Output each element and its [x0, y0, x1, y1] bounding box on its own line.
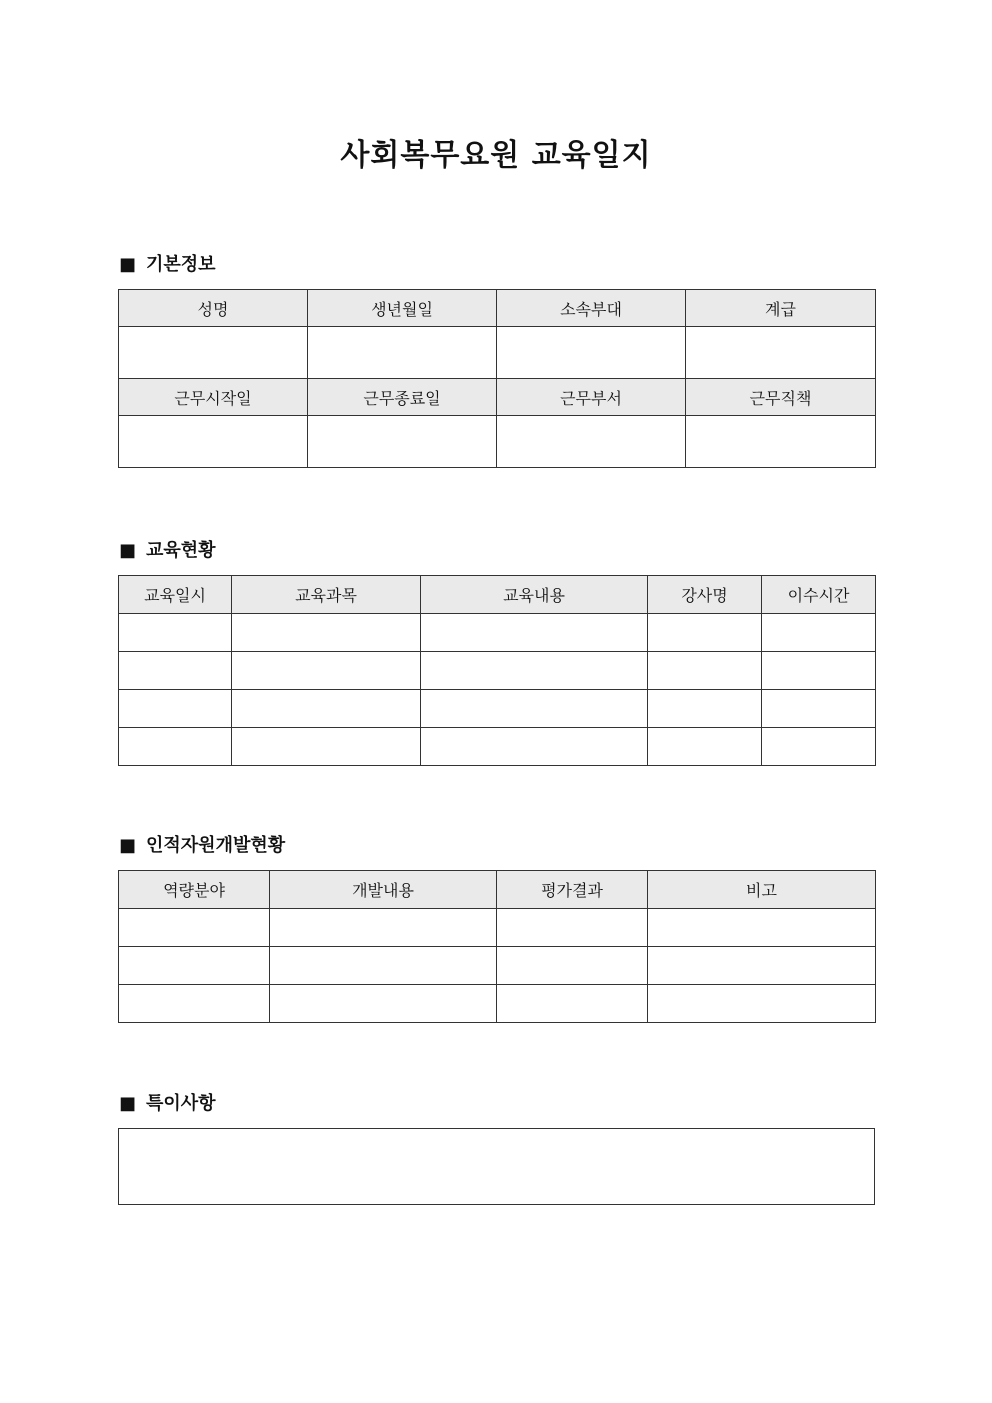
- section-heading-hr-development: [119, 834, 285, 858]
- start-date-field[interactable]: [119, 416, 308, 468]
- section-heading-education-status: [119, 539, 216, 563]
- table-cell[interactable]: [119, 909, 270, 947]
- table-cell[interactable]: [497, 909, 648, 947]
- table-cell[interactable]: [762, 614, 876, 652]
- table-cell[interactable]: [762, 690, 876, 728]
- table-row: [119, 690, 876, 728]
- rank-field[interactable]: [686, 327, 876, 379]
- section-heading-basic-info: [119, 253, 216, 277]
- label-birthdate: 생년월일: [308, 290, 497, 327]
- table-cell[interactable]: [119, 614, 232, 652]
- table-cell[interactable]: [232, 652, 421, 690]
- column-header: 개발내용: [270, 871, 497, 909]
- column-header: 교육과목: [232, 576, 421, 614]
- table-cell[interactable]: [648, 909, 876, 947]
- table-cell[interactable]: [762, 652, 876, 690]
- table-row: [119, 652, 876, 690]
- table-header-row: [119, 576, 876, 614]
- table-cell[interactable]: [119, 728, 232, 766]
- table-cell[interactable]: [648, 947, 876, 985]
- remarks-field[interactable]: [119, 1129, 875, 1205]
- unit-field[interactable]: [497, 327, 686, 379]
- table-cell[interactable]: [762, 728, 876, 766]
- table-cell[interactable]: [648, 728, 762, 766]
- table-cell[interactable]: [648, 690, 762, 728]
- table-row: [119, 947, 876, 985]
- section-heading-remarks: [119, 1092, 216, 1116]
- table-row: [119, 909, 876, 947]
- label-position: 근무직책: [686, 379, 876, 416]
- table-cell[interactable]: [648, 652, 762, 690]
- table-cell[interactable]: [497, 947, 648, 985]
- section-title: 기본정보: [146, 254, 216, 275]
- square-bullet-icon: ■: [119, 254, 137, 275]
- table-cell[interactable]: [648, 614, 762, 652]
- square-bullet-icon: ■: [119, 540, 137, 561]
- column-header: 비고: [648, 871, 876, 909]
- remarks-table: [118, 1128, 875, 1205]
- department-field[interactable]: [497, 416, 686, 468]
- table-row: [119, 728, 876, 766]
- table-header-row: [119, 871, 876, 909]
- column-header: 이수시간: [762, 576, 876, 614]
- end-date-field[interactable]: [308, 416, 497, 468]
- position-field[interactable]: [686, 416, 876, 468]
- table-cell[interactable]: [421, 652, 648, 690]
- table-header-row: [119, 290, 876, 327]
- table-cell[interactable]: [421, 690, 648, 728]
- education-status-table: [118, 575, 876, 766]
- table-cell[interactable]: [232, 728, 421, 766]
- table-row: [119, 416, 876, 468]
- table-cell[interactable]: [119, 985, 270, 1023]
- table-cell[interactable]: [270, 909, 497, 947]
- birthdate-field[interactable]: [308, 327, 497, 379]
- column-header: 교육일시: [119, 576, 232, 614]
- label-rank: 계급: [686, 290, 876, 327]
- label-name: 성명: [119, 290, 308, 327]
- label-start-date: 근무시작일: [119, 379, 308, 416]
- table-cell[interactable]: [119, 652, 232, 690]
- table-cell[interactable]: [270, 947, 497, 985]
- table-cell[interactable]: [648, 985, 876, 1023]
- table-row: [119, 1129, 875, 1205]
- table-row: [119, 327, 876, 379]
- table-header-row: [119, 379, 876, 416]
- label-unit: 소속부대: [497, 290, 686, 327]
- square-bullet-icon: ■: [119, 835, 137, 856]
- table-row: [119, 614, 876, 652]
- square-bullet-icon: ■: [119, 1093, 137, 1114]
- basic-info-table: [118, 289, 876, 468]
- table-row: [119, 985, 876, 1023]
- section-title: 인적자원개발현황: [146, 835, 286, 856]
- column-header: 교육내용: [421, 576, 648, 614]
- column-header: 평가결과: [497, 871, 648, 909]
- table-cell[interactable]: [497, 985, 648, 1023]
- table-cell[interactable]: [232, 690, 421, 728]
- table-cell[interactable]: [421, 728, 648, 766]
- column-header: 역량분야: [119, 871, 270, 909]
- label-department: 근무부서: [497, 379, 686, 416]
- section-title: 특이사항: [146, 1093, 216, 1114]
- section-title: 교육현황: [146, 540, 216, 561]
- column-header: 강사명: [648, 576, 762, 614]
- table-cell[interactable]: [270, 985, 497, 1023]
- table-cell[interactable]: [232, 614, 421, 652]
- table-cell[interactable]: [119, 947, 270, 985]
- table-cell[interactable]: [119, 690, 232, 728]
- name-field[interactable]: [119, 327, 308, 379]
- document-title: 사회복무요원 교육일지: [340, 138, 652, 173]
- hr-development-table: [118, 870, 876, 1023]
- label-end-date: 근무종료일: [308, 379, 497, 416]
- table-cell[interactable]: [421, 614, 648, 652]
